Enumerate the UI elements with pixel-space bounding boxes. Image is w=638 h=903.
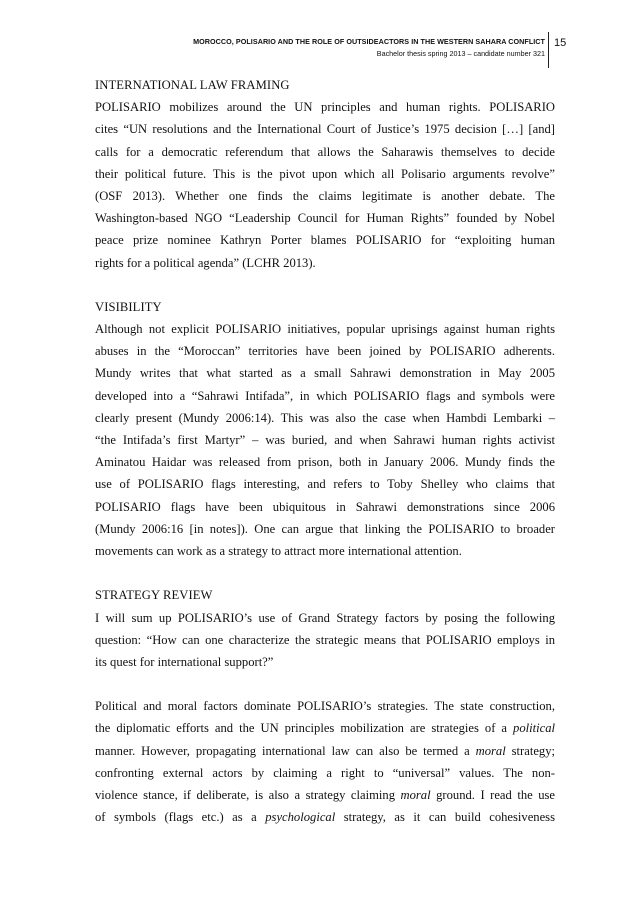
section-heading-visibility: VISIBILITY — [95, 299, 162, 314]
text-run: violence stance, if deliberate, is also a strategy claiming — [95, 788, 401, 802]
text-line: its quest for international support?” — [95, 654, 274, 669]
text-line: developed into a “Sahrawi Intifada”, in which POLISARIO flags and symbols were — [95, 388, 555, 403]
paragraph-strategy-review — [95, 607, 555, 674]
text-line — [95, 784, 555, 806]
emphasis-moral: moral — [400, 788, 431, 802]
text-line: confronting external actors by claiming a right to “universal” values. The non- — [95, 765, 555, 780]
header-subtitle: Bachelor thesis spring 2013 – candidate number 321 — [376, 49, 545, 58]
text-run: ground. I read the use — [430, 788, 555, 802]
text-run: strategy, as it can build cohesiveness — [335, 810, 555, 825]
paragraph-gap — [95, 274, 555, 296]
section-heading-strategy-review: STRATEGY REVIEW — [95, 588, 213, 603]
emphasis-moral: moral — [475, 743, 506, 758]
text-line: abuses in the “Moroccan” territories have been joined by POLISARIO adherents. — [95, 344, 555, 359]
section-heading-international-law: INTERNATIONAL LAW FRAMING — [95, 78, 290, 92]
text-line: peace prize nominee Kathryn Porter blames POLISARIO for “exploiting human — [95, 233, 555, 248]
text-line: I will sum up POLISARIO’s use of Grand Strategy factors by posing the following — [95, 610, 555, 625]
emphasis-political: political — [513, 721, 555, 736]
text-line: question: “How can one characterize the strategic means that POLISARIO employs in — [95, 632, 555, 647]
text-line: rights for a political agenda” (LCHR 2013). — [95, 255, 316, 270]
text-line: Political and moral factors dominate POLISARIO’s strategies. The state construction, — [95, 699, 555, 714]
text-line: clearly present (Mundy 2006:14). This was also the case when Hambdi Lembarki – — [95, 410, 555, 425]
text-line: POLISARIO flags have been ubiquitous in Sahrawi demonstrations since 2006 — [95, 499, 555, 514]
text-run: of symbols (flags etc.) as a — [95, 810, 266, 825]
header-title: MOROCCO, POLISARIO AND THE ROLE OF OUTSIDEACTORS IN THE WESTERN SAHARA CONFLICT — [193, 37, 545, 46]
text-line: calls for a democratic referendum that allows the Saharawis themselves to decide — [95, 144, 555, 159]
emphasis-psychological: psychological — [265, 810, 336, 825]
paragraph-gap — [95, 562, 555, 584]
text-line: (Mundy 2006:16 [in notes]). One can argue that linking the POLISARIO to broader — [95, 521, 555, 536]
text-line: Washington-based NGO “Leadership Council for Human Rights” founded by Nobel — [95, 211, 555, 226]
text-line: (OSF 2013). Whether one finds the claims legitimate is another debate. The — [95, 188, 555, 203]
text-line — [95, 740, 555, 762]
running-header — [0, 30, 638, 70]
text-line: Mundy writes that what started as a small Sahrawi demonstration in May 2005 — [95, 366, 555, 381]
text-line — [95, 806, 555, 828]
text-run: manner. However, propagating international law can also be termed a — [95, 743, 476, 758]
text-line: Although not explicit POLISARIO initiatives, popular uprisings against human rights — [95, 322, 555, 337]
body-text — [95, 74, 555, 828]
paragraph-visibility — [95, 318, 555, 562]
text-line: Aminatou Haidar was released from prison, both in January 2006. Mundy finds the — [95, 455, 555, 470]
text-line: use of POLISARIO flags interesting, and refers to Toby Shelley who claims that — [95, 477, 555, 492]
header-divider — [548, 32, 549, 68]
text-line: their political future. This is the pivot upon which all Polisario arguments revolve” — [95, 166, 555, 181]
text-line: “the Intifada’s first Martyr” – was buried, and when Sahrawi human rights activist — [95, 433, 555, 447]
page-number: 15 — [554, 37, 567, 49]
text-run: the diplomatic efforts and the UN principles mobilization are strategies of a — [95, 721, 514, 736]
text-line: movements can work as a strategy to attract more international attention. — [95, 543, 462, 558]
text-line: POLISARIO mobilizes around the UN principles and human rights. POLISARIO — [95, 100, 555, 115]
paragraph-strategy-factors — [95, 695, 555, 828]
paragraph-gap — [95, 673, 555, 695]
text-line: cites “UN resolutions and the International Court of Justice’s 1975 decision […] [and] — [95, 122, 555, 137]
text-line — [95, 717, 555, 739]
text-run: strategy; — [505, 743, 556, 758]
paragraph-international-law — [95, 96, 555, 274]
